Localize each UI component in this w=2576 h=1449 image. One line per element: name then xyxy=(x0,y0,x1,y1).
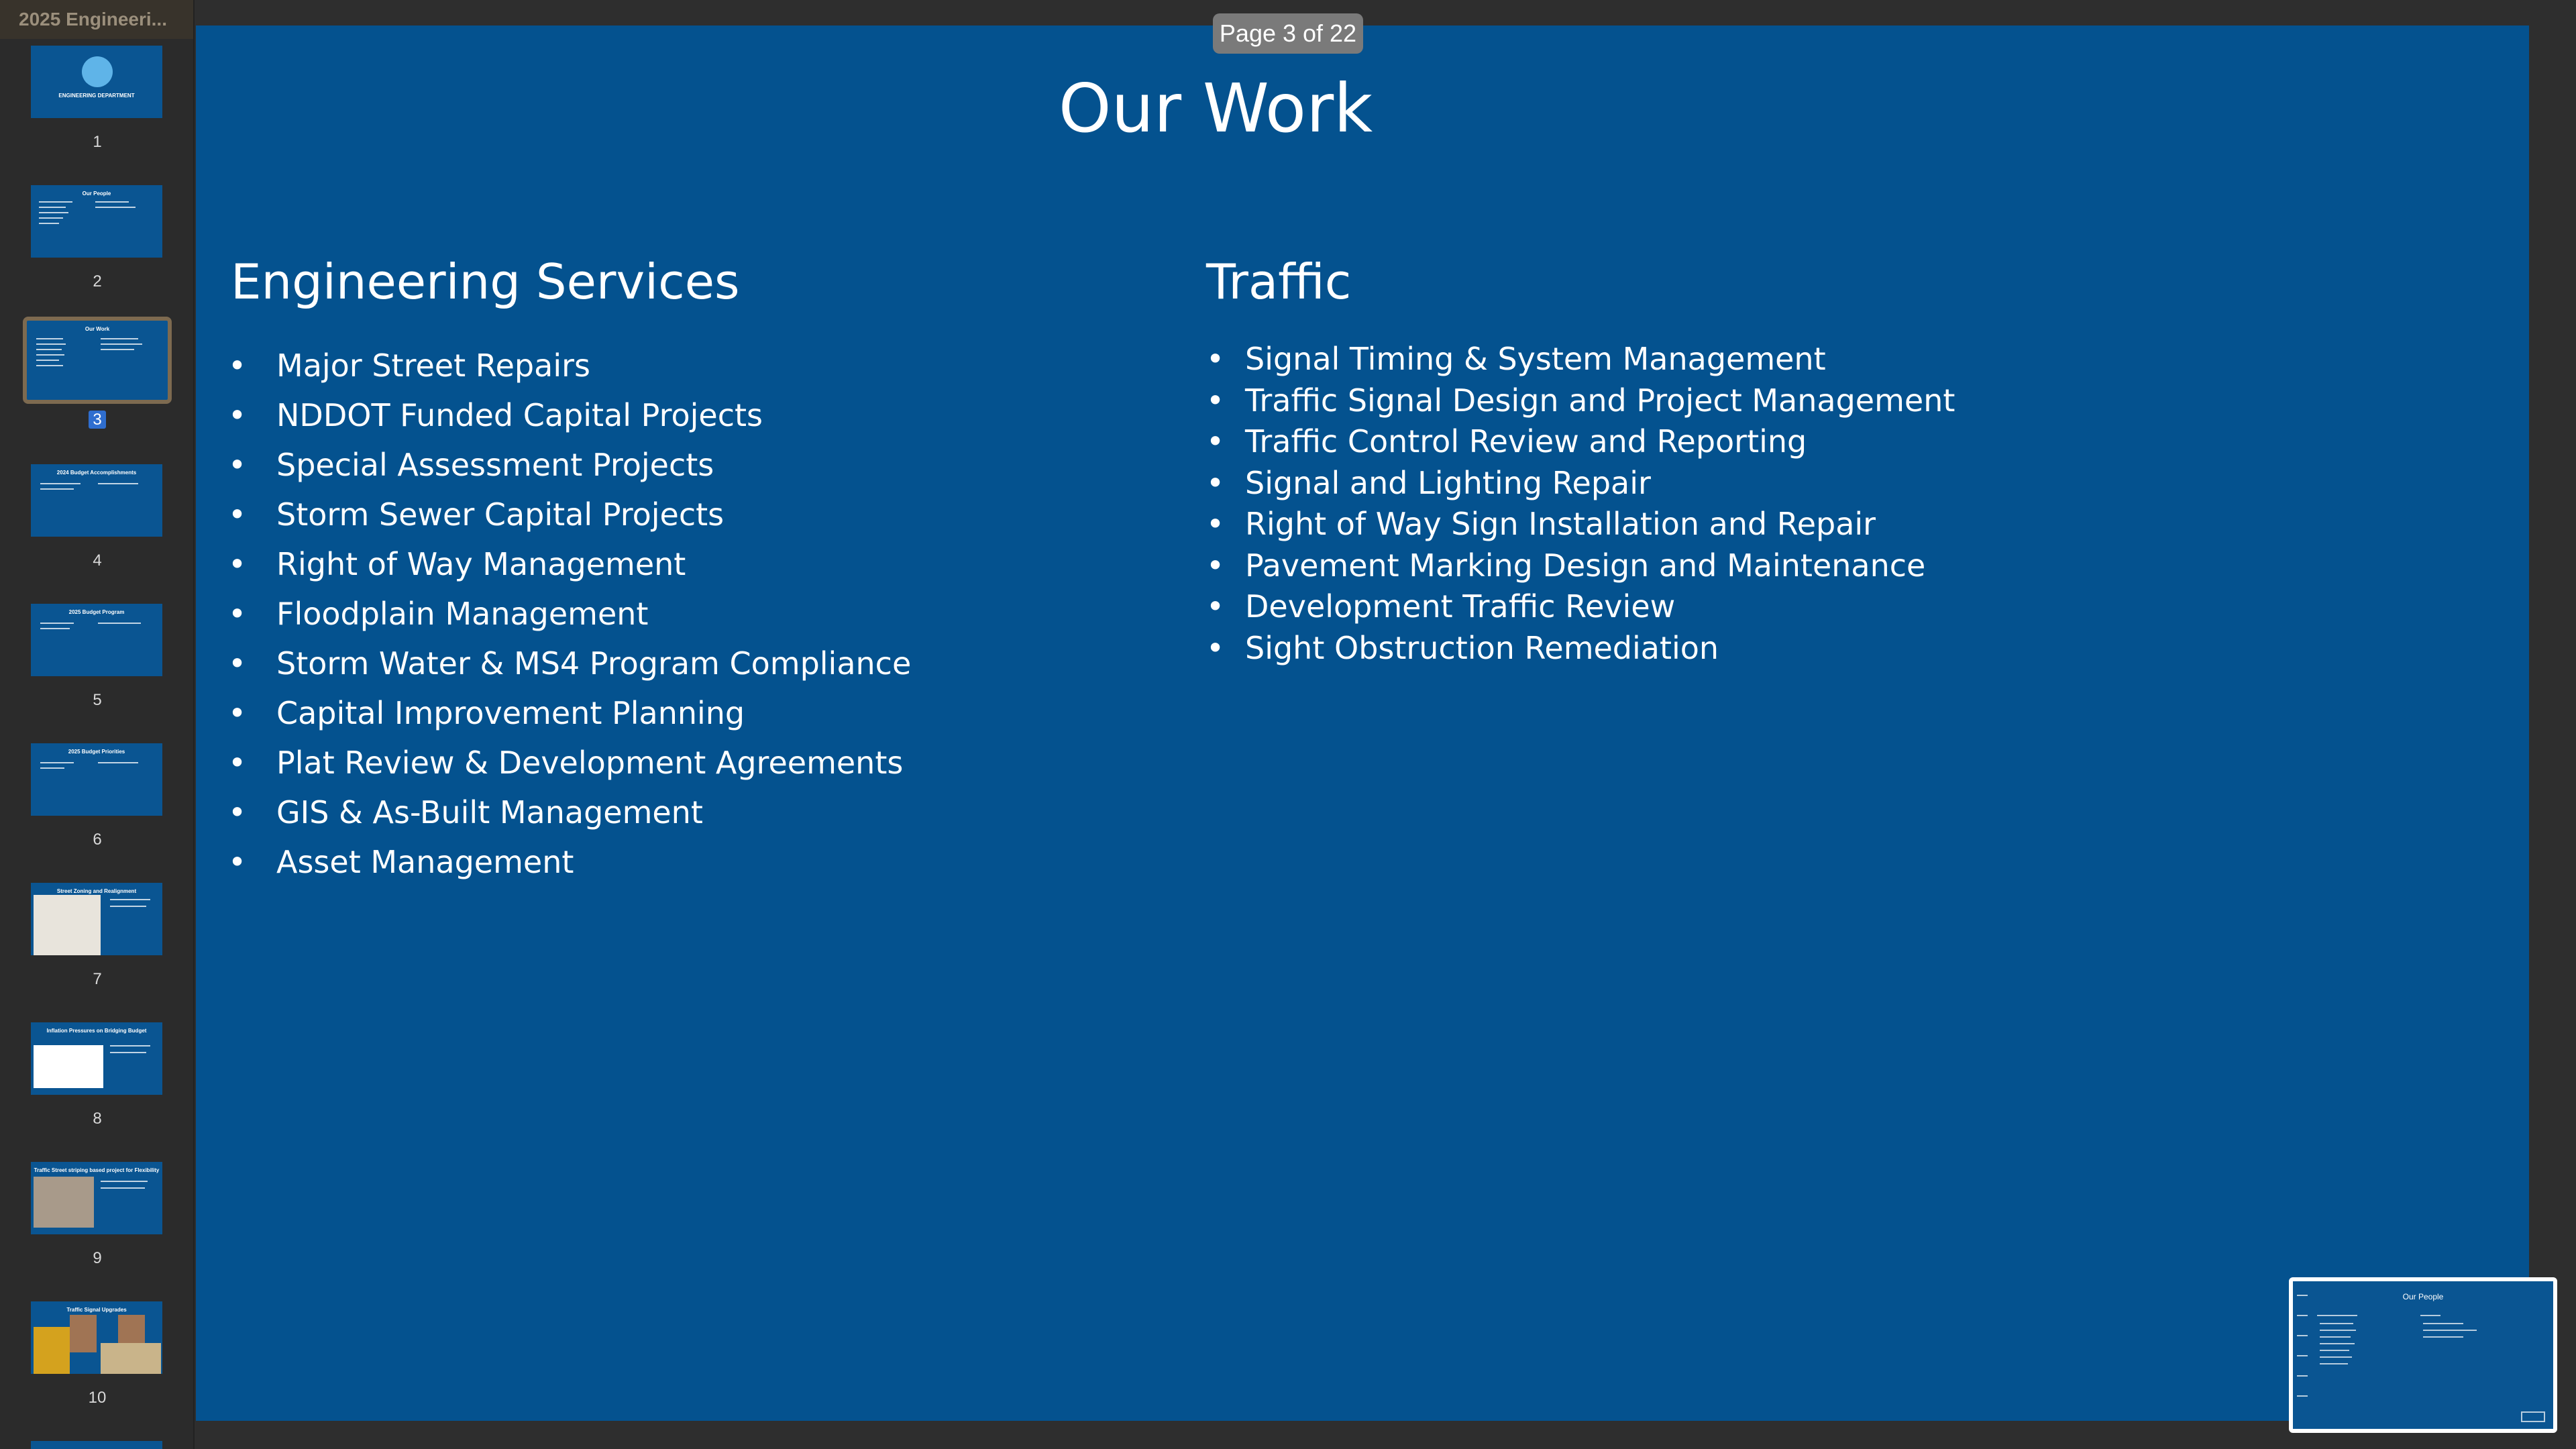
thumbnail-image-selected[interactable] xyxy=(23,317,172,404)
traffic-list xyxy=(1245,341,1955,671)
next-slide-preview[interactable] xyxy=(2289,1277,2557,1433)
list-item: • Pavement Marking Design and Maintenance xyxy=(1245,547,1955,589)
thumbnail-title: Our People xyxy=(82,191,111,197)
thumbnail-image[interactable] xyxy=(30,602,164,678)
list-item: • NDDOT Funded Capital Projects xyxy=(276,397,911,447)
thumbnail-image[interactable] xyxy=(30,742,164,817)
list-item: • Right of Way Sign Installation and Repair xyxy=(1245,506,1955,547)
engineering-services-list xyxy=(276,347,911,894)
slide-title: Our Work xyxy=(1058,69,1373,148)
preview-thumbnail-strip xyxy=(2296,1288,2312,1422)
list-item: • Traffic Signal Design and Project Management xyxy=(1245,382,1955,424)
list-item: • Sight Obstruction Remediation xyxy=(1245,630,1955,672)
thumbnail-number: 8 xyxy=(93,1110,102,1128)
logo-circle-icon xyxy=(82,56,113,87)
engineering-services-heading: Engineering Services xyxy=(231,254,740,310)
thumbnail-image[interactable] xyxy=(30,184,164,259)
thumbnail-number: 9 xyxy=(93,1249,102,1267)
thumbnail-number: 4 xyxy=(93,551,102,570)
thumbnail-title: Our Work xyxy=(85,326,110,332)
thumbnail-image[interactable] xyxy=(30,1300,164,1375)
thumbnail-title: ENGINEERING DEPARTMENT xyxy=(58,93,135,99)
list-item: • Traffic Control Review and Reporting xyxy=(1245,423,1955,465)
list-item: • Special Assessment Projects xyxy=(276,447,911,496)
truck-photo xyxy=(101,1343,161,1374)
thumbnail-title: 2024 Budget Accomplishments xyxy=(56,470,137,476)
slide-thumbnail-sidebar xyxy=(0,0,195,1449)
list-item: • GIS & As-Built Management xyxy=(276,794,911,844)
list-item: • Plat Review & Development Agreements xyxy=(276,745,911,794)
road-photo xyxy=(34,1177,94,1228)
slide[interactable] xyxy=(196,25,2529,1421)
traffic-heading: Traffic xyxy=(1206,254,1352,310)
slide-canvas xyxy=(196,0,2576,1449)
thumbnail-number: 1 xyxy=(93,133,102,151)
thumbnail-title: Traffic Signal Upgrades xyxy=(66,1307,127,1313)
list-item: • Capital Improvement Planning xyxy=(276,695,911,745)
list-item: • Development Traffic Review xyxy=(1245,588,1955,630)
logo-icon xyxy=(2521,1411,2545,1422)
list-item: • Storm Sewer Capital Projects xyxy=(276,496,911,546)
thumbnail-image[interactable] xyxy=(30,1021,164,1096)
thumbnail-image[interactable] xyxy=(30,1440,164,1449)
list-item: • Signal Timing & System Management xyxy=(1245,341,1955,382)
list-item: • Signal and Lighting Repair xyxy=(1245,465,1955,506)
thumbnail-title: Street Zoning and Realignment xyxy=(56,888,137,894)
thumbnail-number: 5 xyxy=(93,691,102,709)
list-item: • Floodplain Management xyxy=(276,596,911,645)
list-item: • Asset Management xyxy=(276,844,911,894)
chart-image xyxy=(34,1045,103,1088)
thumbnail-title: Traffic Street striping based project for Flexibility xyxy=(34,1167,160,1173)
page-indicator: Page 3 of 22 xyxy=(1213,13,1363,54)
thumbnail-title: 2025 Budget Program xyxy=(68,609,125,615)
list-item: • Major Street Repairs xyxy=(276,347,911,397)
thumbnail-number-selected: 3 xyxy=(0,411,195,429)
document-title: 2025 Engineeri... xyxy=(0,0,195,39)
list-item: • Storm Water & MS4 Program Compliance xyxy=(276,645,911,695)
equipment-photo xyxy=(34,1327,70,1374)
thumbnail-title: Inflation Pressures on Bridging Budget xyxy=(46,1028,147,1034)
thumbnail-title: 2025 Budget Priorities xyxy=(68,749,125,755)
preview-title: Our People xyxy=(2402,1292,2444,1301)
thumbnail-image[interactable] xyxy=(30,463,164,538)
thumbnail-image[interactable] xyxy=(30,44,164,119)
signal-cabinet-photo xyxy=(70,1315,97,1352)
thumbnail-number: 2 xyxy=(93,272,102,290)
list-item: • Right of Way Management xyxy=(276,546,911,596)
thumbnail-number: 10 xyxy=(88,1389,107,1407)
thumbnail-number: 6 xyxy=(93,830,102,849)
map-image xyxy=(34,895,101,955)
thumbnail-number: 7 xyxy=(93,970,102,988)
thumbnail-image[interactable] xyxy=(30,1161,164,1236)
thumbnail-image[interactable] xyxy=(30,881,164,957)
